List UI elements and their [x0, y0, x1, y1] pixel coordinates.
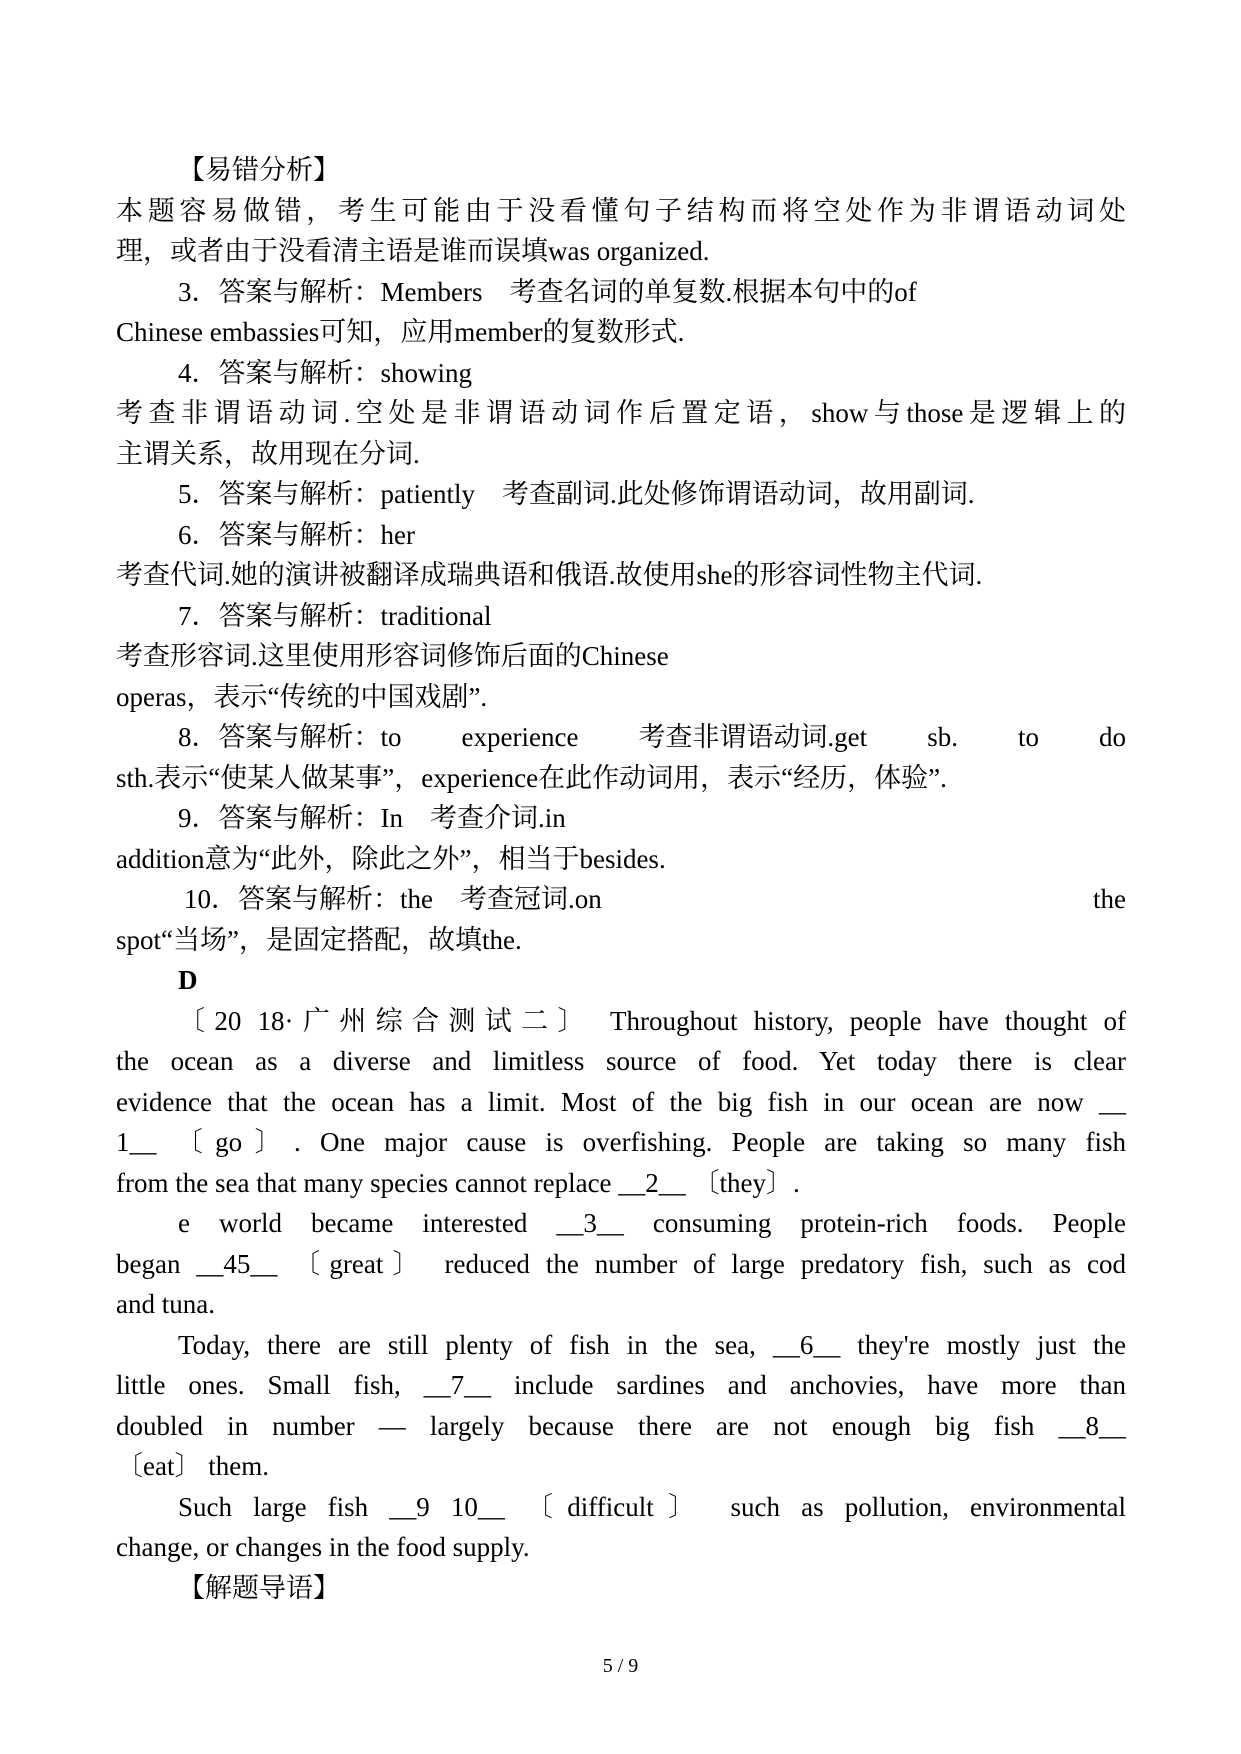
word: sb.: [927, 722, 958, 752]
word: experience: [461, 722, 579, 752]
answer-item-4: 4．答案与解析：showing: [178, 357, 473, 388]
heading-guide: 【解题导语】: [178, 1572, 340, 1603]
word: 考查非谓语动词.get: [638, 722, 868, 752]
paragraph-line: sth.表示“使某人做某事”，experience在此作动词用，表示“经历，体验”.: [116, 762, 947, 793]
answer-item-6: 6．答案与解析：her: [178, 519, 415, 550]
passage-line: change, or changes in the food supply.: [116, 1532, 530, 1562]
passage-line: 1__ 〔go〕. One major cause is overfishing. People are taking so many fish: [116, 1127, 1126, 1157]
paragraph-line: Chinese embassies可知，应用member的复数形式.: [116, 317, 685, 347]
word: 8．答案与解析：to: [178, 722, 402, 752]
passage-line: e world became interested __3__ consuming protein-rich foods. People: [178, 1208, 1126, 1238]
paragraph-line: 本题容易做错，考生可能由于没看懂句子结构而将空处作为非谓语动词处: [116, 195, 1126, 226]
word: the: [1093, 884, 1126, 914]
passage-line: began __45__ 〔great〕 reduced the number of large predatory fish, such as cod: [116, 1248, 1126, 1279]
heading-error-analysis: 【易错分析】: [178, 155, 340, 185]
passage-line: from the sea that many species cannot replace __2__ 〔they〕.: [116, 1167, 800, 1198]
paragraph-line: 考查代词.她的演讲被翻译成瑞典语和俄语.故使用she的形容词性物主代词.: [116, 560, 983, 590]
section-heading-d: D: [178, 965, 198, 995]
word: 10．答案与解析：the 考查冠词.on: [184, 884, 602, 914]
answer-item-3: 3．答案与解析：Members 考查名词的单复数.根据本句中的of: [178, 276, 917, 307]
page-content: [116, 150, 1126, 1608]
passage-line: evidence that the ocean has a limit. Most of the big fish in our ocean are now __: [116, 1086, 1126, 1117]
paragraph-line: 理，或者由于没看清主语是谁而误填was organized.: [116, 236, 710, 266]
paragraph-line: 考查非谓语动词.空处是非谓语动词作后置定语，show与those是逻辑上的: [116, 398, 1126, 428]
page-number: 5 / 9: [602, 1655, 639, 1677]
paragraph-line: 考查形容词.这里使用形容词修饰后面的Chinese: [116, 641, 669, 671]
answer-item-7: 7．答案与解析：traditional: [178, 600, 492, 631]
passage-line: 〔eat〕 them.: [116, 1451, 269, 1481]
passage-line: 〔20 18·广州综合测试二〕 Throughout history, people have thought of: [178, 1005, 1126, 1036]
paragraph-line: addition意为“此外，除此之外”，相当于besides.: [116, 843, 666, 874]
passage-line: and tuna.: [116, 1289, 215, 1319]
word: to: [1017, 722, 1039, 752]
word: do: [1098, 722, 1126, 752]
passage-line: Such large fish __9 10__ 〔difficult〕 such as pollution, environmental: [178, 1491, 1126, 1522]
answer-item-10: [116, 879, 1126, 920]
paragraph-line: spot“当场”，是固定搭配，故填the.: [116, 924, 522, 955]
passage-line: Today, there are still plenty of fish in the sea, __6__ they're mostly just the: [178, 1329, 1126, 1360]
answer-item-5: 5．答案与解析：patiently 考查副词.此处修饰谓语动词，故用副词.: [178, 479, 975, 509]
paragraph-line: 主谓关系，故用现在分词.: [116, 438, 420, 469]
answer-item-8: [116, 717, 1126, 758]
passage-line: doubled in number — largely because there are not enough big fish __8__: [116, 1410, 1126, 1441]
answer-item-9: 9．答案与解析：In 考查介词.in: [178, 803, 566, 833]
passage-line: little ones. Small fish, __7__ include sardines and anchovies, have more than: [116, 1370, 1126, 1400]
passage-line: the ocean as a diverse and limitless source of food. Yet today there is clear: [116, 1046, 1126, 1076]
paragraph-line: operas，表示“传统的中国戏剧”.: [116, 681, 488, 712]
